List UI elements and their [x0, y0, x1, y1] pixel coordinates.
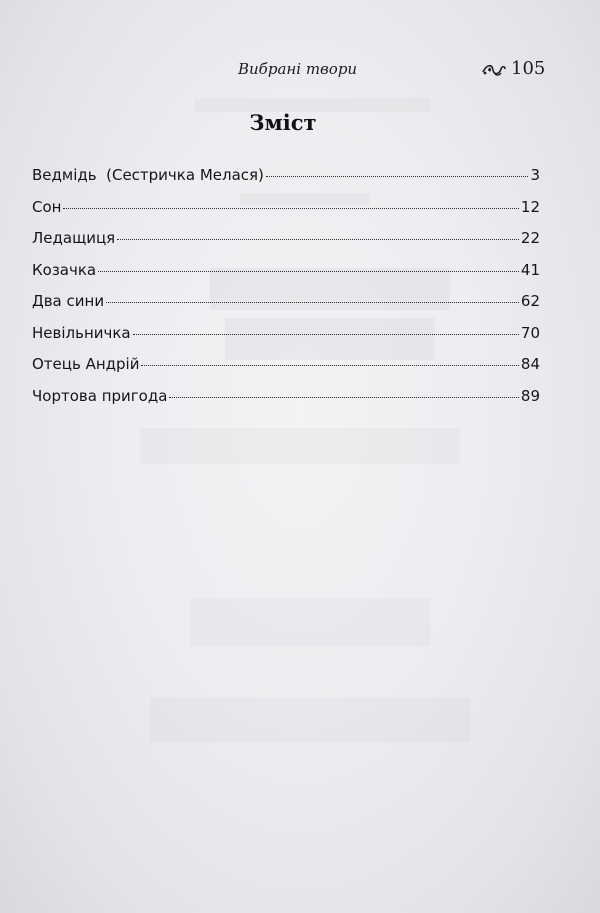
toc-entry[interactable] [32, 166, 540, 198]
table-of-contents [32, 166, 540, 418]
toc-entry-page: 62 [520, 292, 540, 310]
toc-entry[interactable] [32, 355, 540, 387]
toc-entry-page: 84 [520, 355, 540, 373]
running-title: Вибрані твори [238, 60, 358, 78]
toc-entry[interactable] [32, 387, 540, 419]
dot-leader [133, 334, 519, 335]
contents-heading: Зміст [249, 110, 317, 135]
toc-entry-page: 70 [520, 323, 540, 342]
dot-leader [63, 208, 518, 209]
toc-entry-page: 41 [520, 260, 540, 279]
toc-entry-title: Ведмідь (Сестричка Мелася) [32, 166, 264, 184]
toc-entry-title: Чортова пригода [32, 386, 168, 405]
toc-entry-page: 12 [520, 197, 540, 216]
dot-leader [106, 302, 519, 303]
dot-leader [266, 176, 529, 177]
toc-entry-page: 22 [520, 229, 540, 247]
dot-leader [98, 271, 519, 272]
toc-entry-title: Два сини [32, 292, 105, 310]
bleed-block-imprint-1 [140, 428, 460, 464]
toc-entry-title: Отець Андрій [32, 355, 140, 373]
toc-entry[interactable] [32, 261, 540, 293]
toc-entry[interactable] [32, 292, 540, 324]
dot-leader [141, 365, 518, 366]
toc-entry[interactable] [32, 198, 540, 230]
toc-entry-page: 89 [520, 386, 540, 405]
floral-ornament-icon [481, 60, 507, 78]
toc-entry-page: 3 [530, 166, 540, 184]
dot-leader [169, 397, 519, 398]
toc-entry[interactable] [32, 324, 540, 356]
page-number-group [481, 58, 545, 79]
toc-entry[interactable] [32, 229, 540, 261]
toc-entry-title: Козачка [32, 260, 97, 279]
dot-leader [117, 239, 519, 240]
page-number: 105 [511, 58, 546, 79]
bleed-block-imprint-3 [150, 698, 470, 742]
running-head [0, 58, 600, 82]
toc-entry-title: Ледащиця [32, 229, 116, 247]
toc-entry-title: Невільничка [32, 323, 131, 342]
bleed-block-imprint-2 [190, 598, 430, 646]
toc-entry-title: Сон [32, 197, 62, 216]
